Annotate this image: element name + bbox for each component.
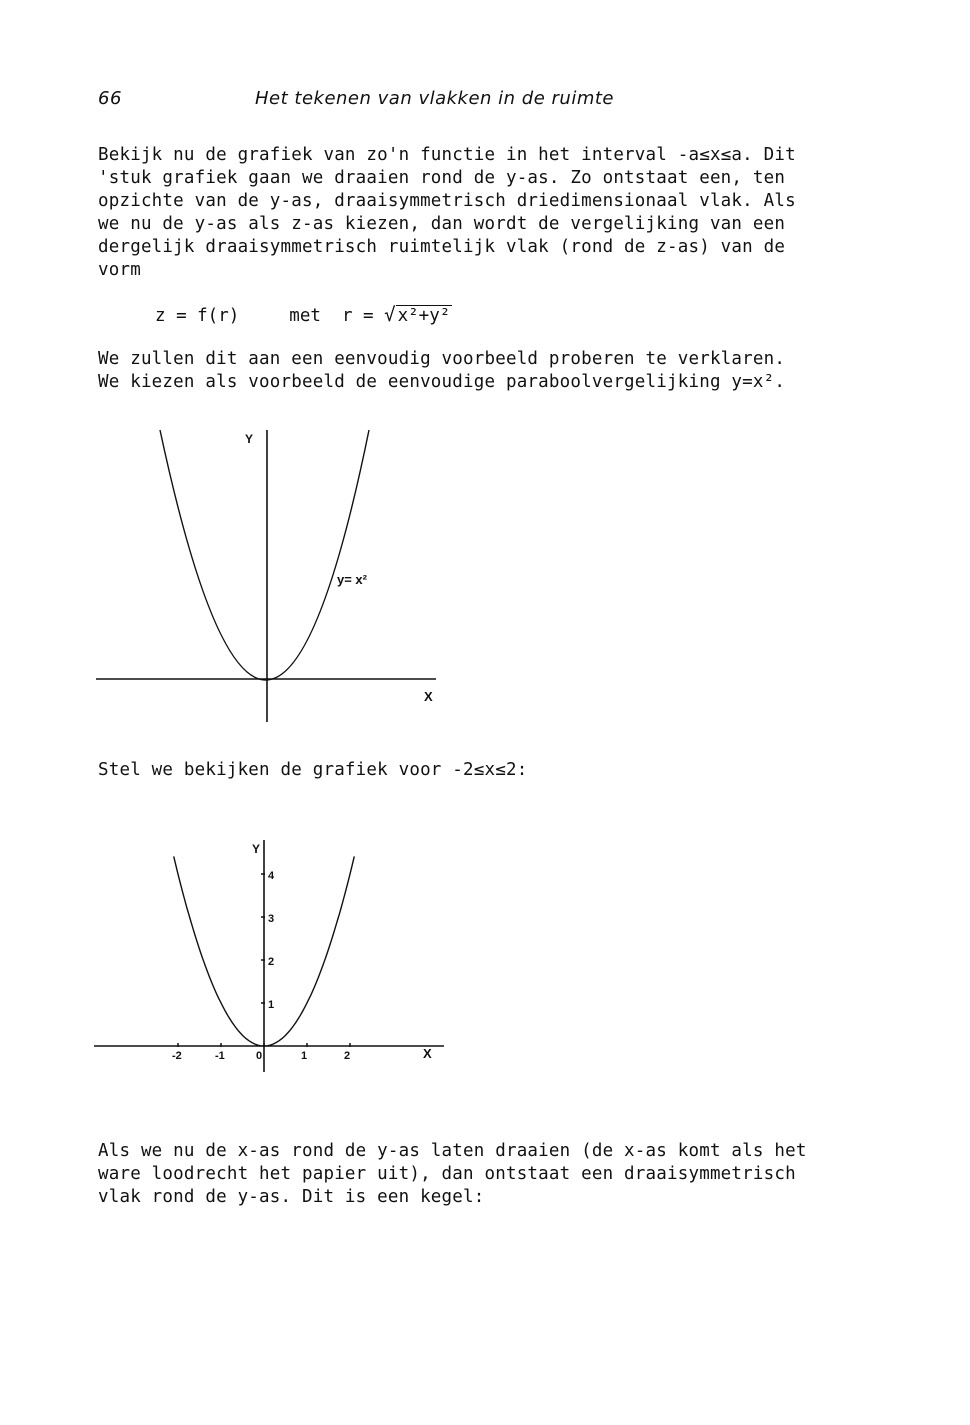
page-number: 66	[98, 88, 122, 109]
equation-met: met	[289, 306, 321, 326]
chart-x-tick-label: 1	[301, 1050, 308, 1062]
text-line: vorm	[98, 260, 141, 280]
chart-y-tick-label: 2	[268, 956, 275, 968]
paragraph-interval	[98, 759, 838, 782]
text-line: opzichte van de y-as, draaisymmetrisch driedimensionaal vlak. Als	[98, 191, 796, 211]
figure1-y-label: Y	[245, 432, 254, 446]
text-line: We zullen dit aan een eenvoudig voorbeeld proberen te verklaren.	[98, 349, 786, 369]
chart-series-line	[174, 856, 355, 1046]
text-line: 'stuk grafiek gaan we draaien rond de y-as. Zo ontstaat een, ten	[98, 168, 786, 188]
chart-x-tick-label: -2	[172, 1050, 182, 1062]
paragraph-rotation	[98, 1140, 838, 1209]
paragraph-intro	[98, 144, 838, 282]
text-line: dergelijk draaisymmetrisch ruimtelijk vlak (rond de z-as) van de	[98, 237, 786, 257]
running-title: Het tekenen van vlakken in de ruimte	[255, 88, 615, 109]
equation-lhs: z = f(r)	[155, 306, 240, 326]
chart-x-tick-label: -1	[215, 1050, 225, 1062]
text-line: vlak rond de y-as. Dit is een kegel:	[98, 1187, 485, 1207]
square-root: √ x²+y²	[384, 304, 451, 326]
equation	[155, 304, 452, 326]
figure1-x-label: X	[424, 689, 433, 704]
text-line: Stel we bekijken de grafiek voor -2≤x≤2:	[98, 760, 528, 780]
chart-x-label: X	[423, 1046, 432, 1061]
text-line: we nu de y-as als z-as kiezen, dan wordt de vergelijking van een	[98, 214, 786, 234]
chart-y-tick-label: 4	[268, 870, 275, 882]
equation-r: r =	[341, 306, 374, 326]
sqrt-content: x²+y²	[397, 306, 451, 326]
text-line: Als we nu de x-as rond de y-as laten draaien (de x-as komt als het	[98, 1141, 807, 1161]
chart-y-tick-label: 3	[268, 913, 275, 925]
figure1-parabola-curve	[160, 430, 369, 680]
chart-x-tick-label: 0	[256, 1050, 263, 1062]
text-line: We kiezen als voorbeeld de eenvoudige paraboolvergelijking y=x².	[98, 372, 786, 392]
text-line: ware loodrecht het papier uit), dan ontstaat een draaisymmetrisch	[98, 1164, 796, 1184]
text-line: Bekijk nu de grafiek van zo'n functie in het interval -a≤x≤a. Dit	[98, 145, 796, 165]
paragraph-example	[98, 348, 838, 394]
chart-y-tick-label: 1	[268, 999, 275, 1011]
figure1-curve-label: y= x²	[337, 572, 367, 587]
chart-y-label: Y	[252, 842, 261, 856]
chart-x-tick-label: 2	[344, 1050, 351, 1062]
